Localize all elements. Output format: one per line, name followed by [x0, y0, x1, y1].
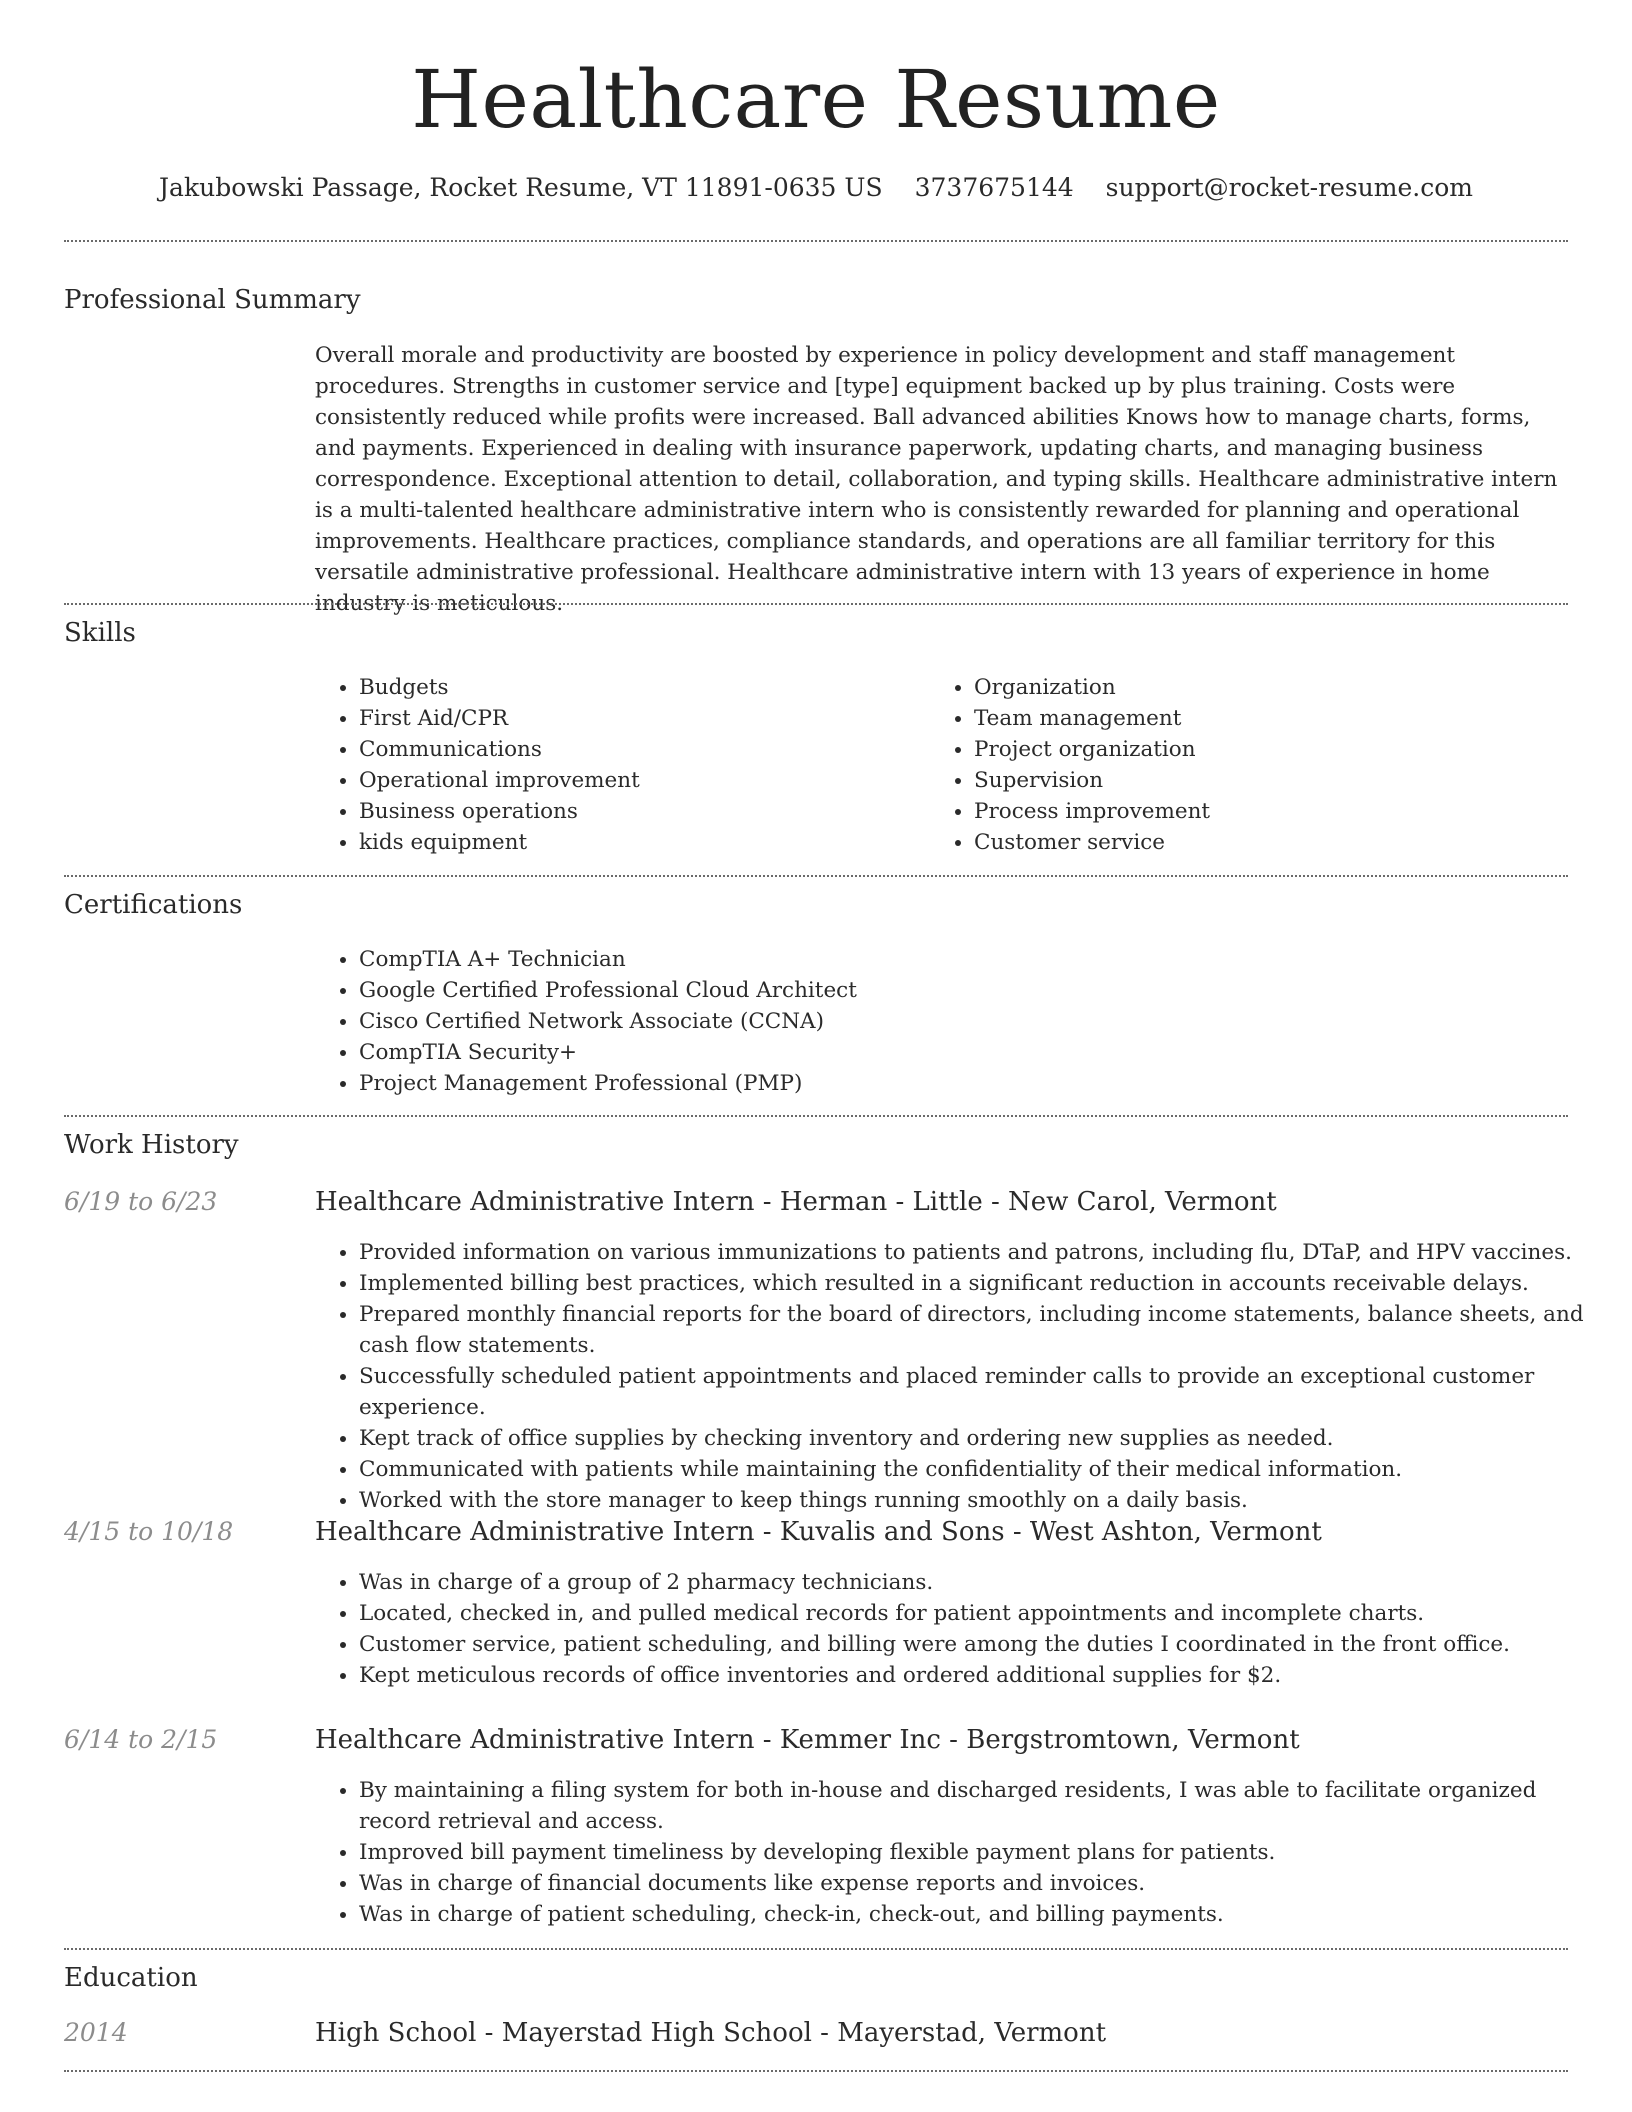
- skill-item: • Organization: [974, 672, 1534, 703]
- job-duties-list: [315, 1237, 1614, 1516]
- contact-email: support@rocket-resume.com: [1105, 173, 1473, 202]
- section-divider: [64, 2070, 1568, 2072]
- job-duty-item: • Located, checked in, and pulled medical records for patient appointments and incomplete charts.: [359, 1598, 1614, 1629]
- job-duty-item: • Prepared monthly financial reports for the board of directors, including income statements, balance sheets, and cash flow statements.: [359, 1299, 1614, 1361]
- certification-item: • Project Management Professional (PMP): [359, 1068, 1559, 1099]
- job-duty-item: • Worked with the store manager to keep things running smoothly on a daily basis.: [359, 1485, 1614, 1516]
- education-year: 2014: [64, 2018, 128, 2047]
- job-duty-item: • Was in charge of patient scheduling, check-in, check-out, and billing payments.: [359, 1899, 1614, 1930]
- skill-item: • First Aid/CPR: [359, 703, 919, 734]
- section-divider: [64, 875, 1568, 877]
- contact-phone: 3737675144: [914, 173, 1074, 202]
- job-duty-item: • Was in charge of financial documents like expense reports and invoices.: [359, 1868, 1614, 1899]
- certification-item: • CompTIA Security+: [359, 1037, 1559, 1068]
- summary-text: Overall morale and productivity are boosted by experience in policy development and staff management procedures. Strengths in customer service and [type] equipment backed up by plus training. Costs were consistently reduced while profits were increased. Ball advanced abilities Knows how to manage charts, forms, and payments. Experienced in dealing with insurance paperwork, updating charts, and managing business correspondence. Exceptional attention to detail, collaboration, and typing skills. Healthcare administrative intern is a multi-talented healthcare administrative intern who is consistently rewarded for planning and operational improvements. Healthcare practices, compliance standards, and operations are all familiar territory for this versatile administrative professional. Healthcare administrative intern with 13 years of experience in home industry is meticulous.: [315, 343, 1558, 616]
- job-duty-item: • Implemented billing best practices, which resulted in a significant reduction in accounts receivable delays.: [359, 1268, 1614, 1299]
- certifications-list: [315, 944, 1559, 1099]
- section-title-summary: Professional Summary: [64, 285, 361, 315]
- resume-title: Healthcare Resume: [411, 53, 1221, 146]
- job-title: Healthcare Administrative Intern - Herman - Little - New Carol, Vermont: [315, 1187, 1277, 1217]
- job-duty-item: • By maintaining a filing system for both in-house and discharged residents, I was able to facilitate organized record retrieval and access.: [359, 1775, 1614, 1837]
- job-duty-item: • Kept track of office supplies by checking inventory and ordering new supplies as needed.: [359, 1423, 1614, 1454]
- job-duty-item: • Communicated with patients while maintaining the confidentiality of their medical information.: [359, 1454, 1614, 1485]
- skill-item: • Operational improvement: [359, 765, 919, 796]
- section-divider: [64, 1948, 1568, 1950]
- skill-item: • kids equipment: [359, 827, 919, 858]
- job-dates: 6/19 to 6/23: [64, 1187, 218, 1216]
- contact-line: [0, 170, 1632, 206]
- section-title-work-history: Work History: [64, 1130, 239, 1160]
- skill-item: • Process improvement: [974, 796, 1534, 827]
- contact-address: Jakubowski Passage, Rocket Resume, VT 11891-0635 US: [159, 173, 883, 202]
- section-divider: [64, 603, 1568, 605]
- skills-list-left: [315, 672, 919, 858]
- skill-item: • Supervision: [974, 765, 1534, 796]
- job-duty-item: • Improved bill payment timeliness by developing flexible payment plans for patients.: [359, 1837, 1614, 1868]
- certification-item: • Google Certified Professional Cloud Architect: [359, 975, 1559, 1006]
- job-duty-item: • Provided information on various immunizations to patients and patrons, including flu, DTaP, and HPV vaccines.: [359, 1237, 1614, 1268]
- job-duty-item: • Kept meticulous records of office inventories and ordered additional supplies for $2.: [359, 1660, 1614, 1691]
- skill-item: • Communications: [359, 734, 919, 765]
- certification-item: • Cisco Certified Network Associate (CCNA): [359, 1006, 1559, 1037]
- skills-list-right: [930, 672, 1534, 858]
- skill-item: • Project organization: [974, 734, 1534, 765]
- job-title: Healthcare Administrative Intern - Kuvalis and Sons - West Ashton, Vermont: [315, 1517, 1322, 1547]
- section-title-skills: Skills: [64, 618, 136, 648]
- job-duties-list: [315, 1567, 1614, 1691]
- section-title-education: Education: [64, 1963, 198, 1993]
- job-duty-item: • Successfully scheduled patient appointments and placed reminder calls to provide an exceptional customer experience.: [359, 1361, 1614, 1423]
- section-divider: [64, 240, 1568, 242]
- section-divider: [64, 1115, 1568, 1117]
- job-duty-item: • Customer service, patient scheduling, and billing were among the duties I coordinated in the front office.: [359, 1629, 1614, 1660]
- section-title-certifications: Certifications: [64, 890, 243, 920]
- job-title: Healthcare Administrative Intern - Kemmer Inc - Bergstromtown, Vermont: [315, 1725, 1300, 1755]
- job-duties-list: [315, 1775, 1614, 1930]
- skill-item: • Customer service: [974, 827, 1534, 858]
- job-dates: 4/15 to 10/18: [64, 1517, 234, 1546]
- skill-item: • Budgets: [359, 672, 919, 703]
- education-detail: High School - Mayerstad High School - Mayerstad, Vermont: [315, 2018, 1107, 2048]
- skill-item: • Business operations: [359, 796, 919, 827]
- job-duty-item: • Was in charge of a group of 2 pharmacy technicians.: [359, 1567, 1614, 1598]
- skill-item: • Team management: [974, 703, 1534, 734]
- certification-item: • CompTIA A+ Technician: [359, 944, 1559, 975]
- job-dates: 6/14 to 2/15: [64, 1725, 218, 1754]
